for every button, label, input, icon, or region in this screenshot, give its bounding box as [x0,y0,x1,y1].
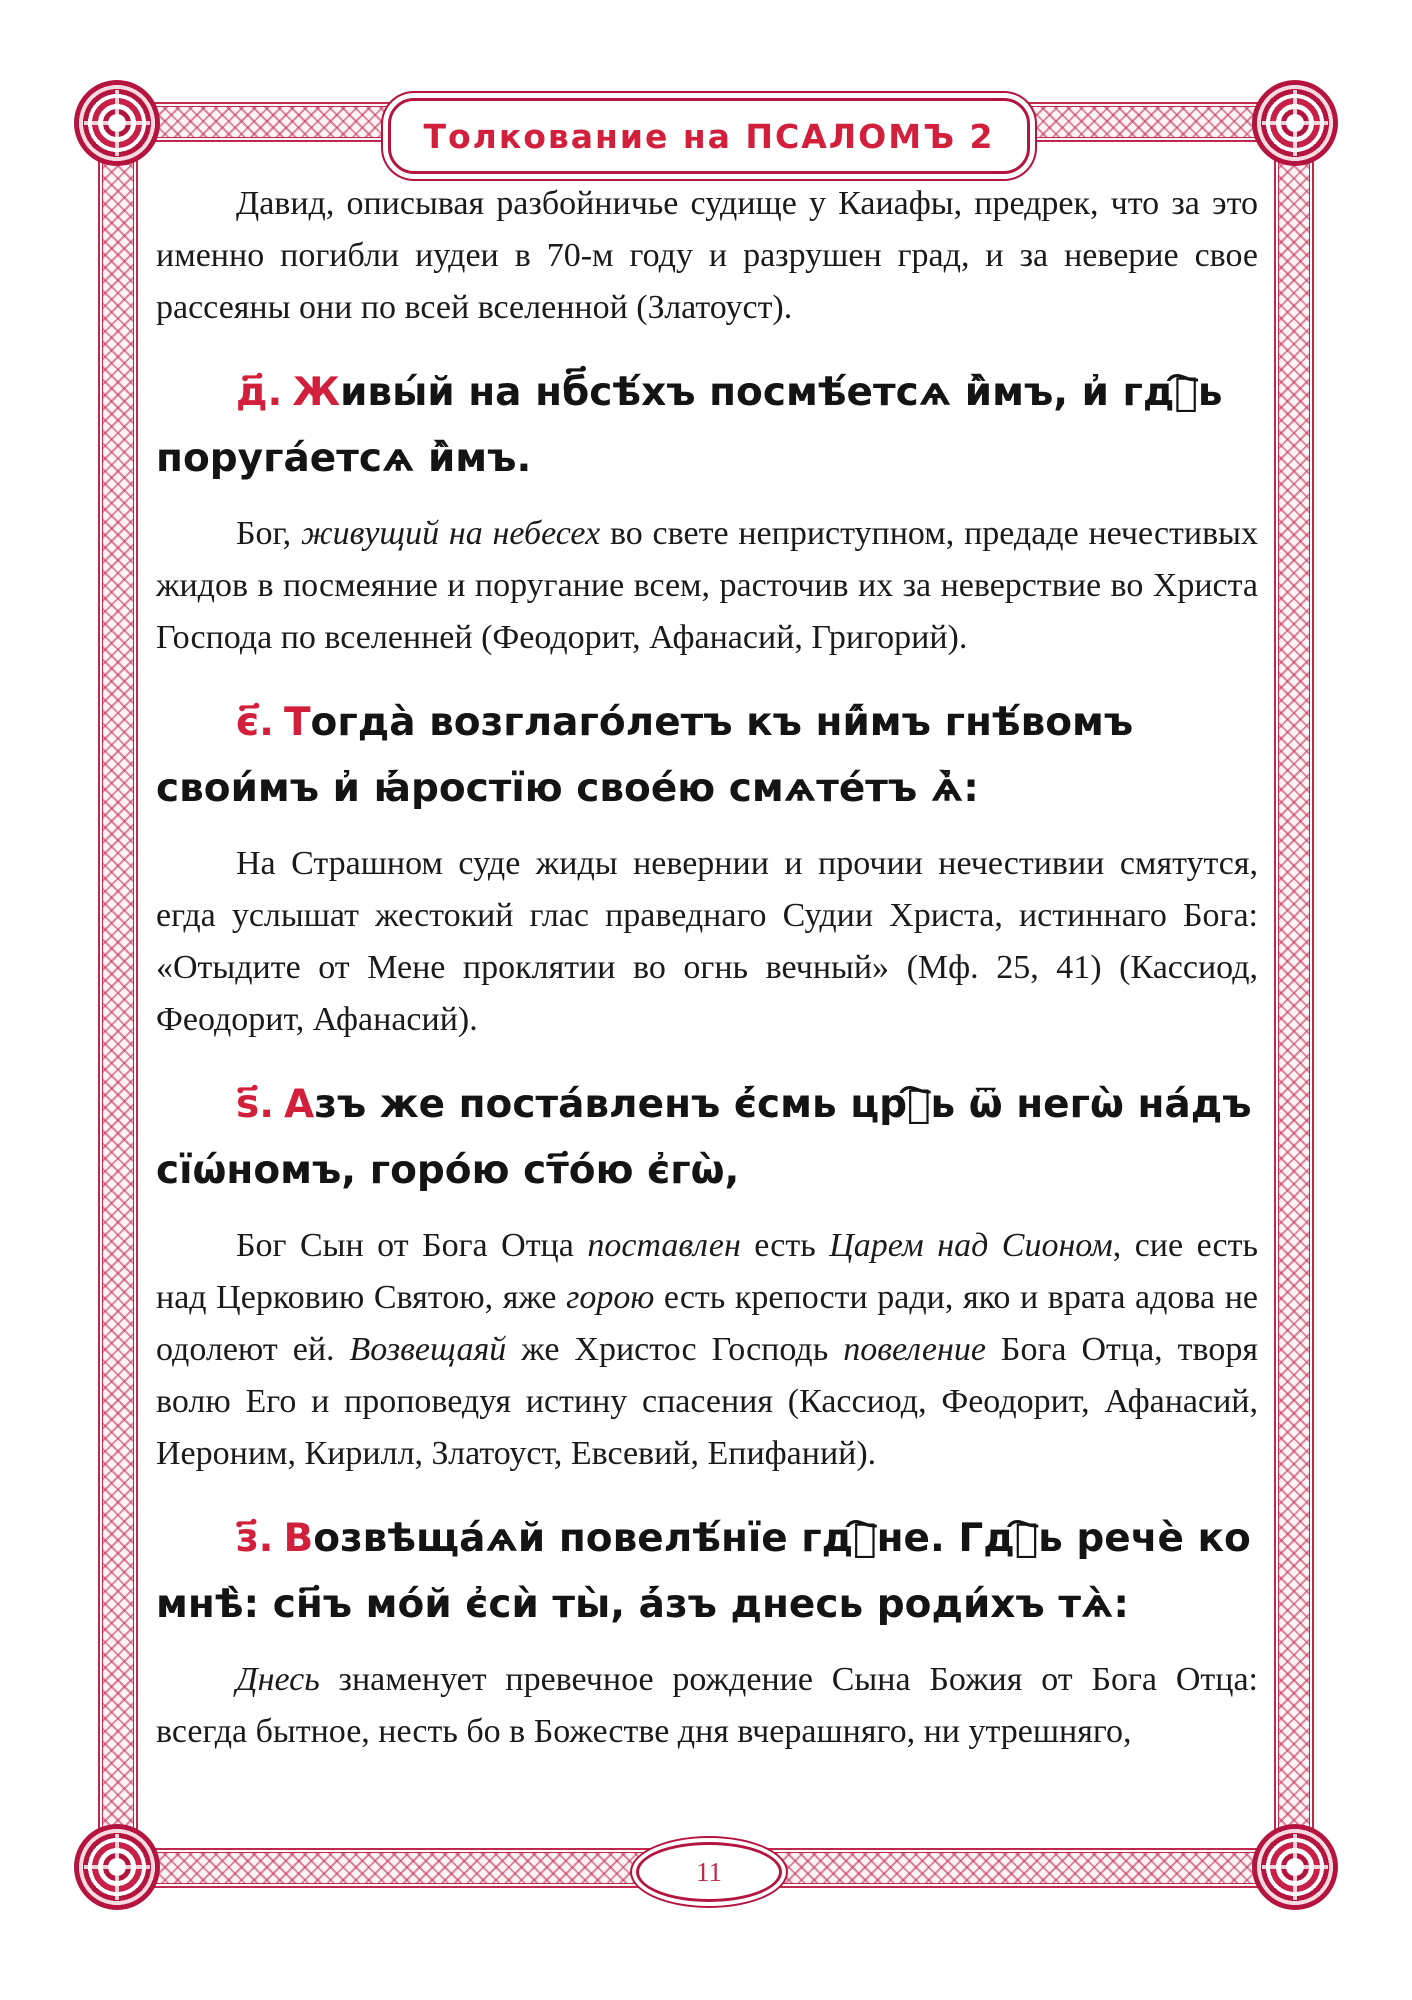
verse-number: з҃. [236,1516,274,1561]
commentary-paragraph: Бог Сын от Бога Отца поставлен есть Царем над Сионом, сие есть над Церковию Святою, яже горою есть крепости ради, яко и врата адова не одолеют ей. Возвещаяй же Христос Господь повеление Бога Отца, творя волю Его и проповедуя истину спасения (Кассиод, Феодорит, Афанасий, Иероним, Кирилл, Златоуст, Евсевий, Епифаний). [156,1227,1258,1472]
verse-initial: Т [283,700,311,745]
verse-text: озвѣща́ѧй повелѣ́нїе гдⷭ҇не. Гдⷭ҇ь речѐ ко мнѣ̀: сн҃ъ мо́й є҆сѝ ты̀, а҆́зъ днесь роди́хъ тѧ̀: [156,1516,1251,1627]
verse-number: є҃. [236,700,274,745]
header-title: Толкование на ПСАЛОМЪ 2 [423,116,995,156]
rosette-ornament-icon [74,1824,160,1910]
page-content [156,178,1258,1758]
rosette-ornament-icon [74,80,160,166]
psalm-verse-6 [156,1072,1258,1204]
rosette-ornament-icon [1252,80,1338,166]
verse-initial: А [284,1082,315,1127]
verse-text: огда̀ возглаго́летъ къ ни̂́мъ гнѣ́вомъ свои́мъ и҆ ꙗ҆́ростїю свое́ю смѧте́тъ ѧ҆̀: [156,700,1134,811]
psalm-verse-7 [156,1506,1258,1638]
commentary-paragraph: Бог, живущий на небесех во свете неприступном, предаде нечестивых жидов в посмеяние и поругание всем, расточив их за неверствие во Христа Господа по вселенней (Феодорит, Афанасий, Григорий). [156,515,1258,656]
frame-border-right [1274,150,1314,1840]
psalm-verse-4 [156,360,1258,492]
verse-number: ѕ҃. [236,1082,275,1127]
psalm-verse-5 [156,690,1258,822]
verse-text: зъ же поста́вленъ є҆́смь црⷭ҇ь ѿ негѡ̀ на́дъ сїѡ́номъ, горо́ю ст҃о́ю є҆гѡ̀, [156,1082,1252,1193]
commentary-paragraph: Днесь знаменует превечное рождение Сына Божия от Бога Отца: всегда бытное, несть бо в Божестве дня вчерашняго, ни утрешняго, [156,1661,1258,1750]
verse-initial: Ж [292,370,341,415]
commentary-paragraph: Давид, описывая разбойничье судище у Каиафы, предрек, что за это именно погибли иудеи в 70-м году и разрушен град, и за неверие свое рассеяны они по всей вселенной (Златоуст). [156,185,1258,326]
running-header [388,98,1030,174]
verse-initial: В [283,1516,314,1561]
page-number: 11 [696,1856,722,1887]
page-number-badge [636,1842,782,1902]
verse-text: ивы́й на нб҃сѣ́хъ посмѣ́етсѧ и̂̀мъ, и҆ гдⷭ҇ь поруга́етсѧ и̂̀мъ. [156,370,1223,481]
frame-border-left [98,150,138,1840]
rosette-ornament-icon [1252,1824,1338,1910]
verse-number: д҃. [236,370,283,415]
commentary-paragraph: На Страшном суде жиды невернии и прочии нечестивии смятутся, егда услышат жестокий глас праведнаго Судии Христа, истиннаго Бога: «Отыдите от Мене проклятии во огнь вечный» (Мф. 25, 41) (Кассиод, Феодорит, Афанасий). [156,845,1258,1038]
